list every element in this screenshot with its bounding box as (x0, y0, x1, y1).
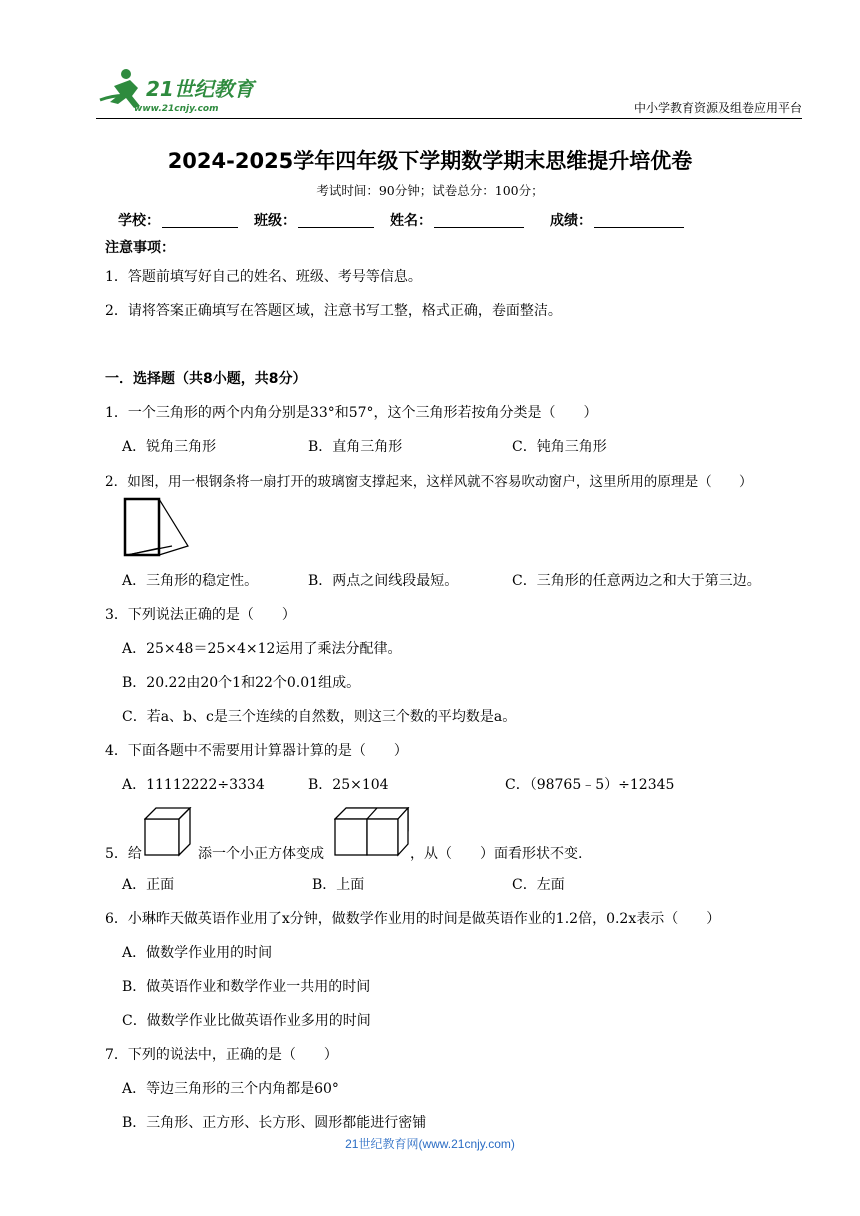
question-stem: 3．下列说法正确的是（ ） (105, 607, 296, 623)
notice-title: 注意事项： (105, 240, 175, 256)
option[interactable]: B．25×104 (308, 777, 389, 793)
option[interactable]: C．（98765﹣5）÷12345 (505, 777, 675, 793)
option[interactable]: B．直角三角形 (308, 439, 403, 455)
option[interactable]: B．做英语作业和数学作业一共用的时间 (122, 979, 371, 995)
school-blank[interactable] (162, 213, 238, 228)
option[interactable]: A．正面 (122, 877, 175, 893)
option[interactable]: B．三角形、正方形、长方形、圆形都能进行密铺 (122, 1115, 427, 1131)
notice-item: 1．答题前填写好自己的姓名、班级、考号等信息。 (105, 269, 422, 285)
notice-item: 2．请将答案正确填写在答题区域，注意书写工整，格式正确，卷面整洁。 (105, 303, 562, 319)
option[interactable]: C．钝角三角形 (512, 439, 607, 455)
option[interactable]: C．左面 (512, 877, 565, 893)
option[interactable]: B．两点之间线段最短。 (308, 573, 459, 589)
question-stem: 7．下列的说法中，正确的是（ ） (105, 1047, 338, 1063)
logo-text: 21世纪教育 (146, 77, 254, 101)
question-stem: 1．一个三角形的两个内角分别是33°和57°，这个三角形若按角分类是（ ） (105, 405, 598, 421)
option[interactable]: A．做数学作业用的时间 (122, 945, 273, 961)
option[interactable]: A．25×48＝25×4×12运用了乘法分配律。 (122, 641, 402, 657)
class-blank[interactable] (298, 213, 374, 228)
option[interactable]: A．等边三角形的三个内角都是60° (122, 1081, 339, 1097)
footer-link[interactable]: 21世纪教育网(www.21cnjy.com) (345, 1137, 515, 1151)
option[interactable]: A．锐角三角形 (122, 439, 217, 455)
score-blank[interactable] (594, 213, 684, 228)
single-cube-figure (144, 807, 192, 857)
window-figure (122, 496, 192, 558)
question-stem: 4．下面各题中不需要用计算器计算的是（ ） (105, 743, 408, 759)
school-field[interactable] (118, 210, 238, 230)
option[interactable]: B．20.22由20个1和22个0.01组成。 (122, 675, 361, 691)
section-heading: 一．选择题（共8小题，共8分） (105, 371, 307, 387)
logo-url: www.21cnjy.com (134, 104, 219, 114)
option[interactable]: B．上面 (312, 877, 365, 893)
platform-text: 中小学教育资源及组卷应用平台 (633, 101, 802, 115)
header-divider (96, 118, 802, 119)
option[interactable]: C．做数学作业比做英语作业多用的时间 (122, 1013, 371, 1029)
class-label: 班级： (254, 213, 296, 229)
school-label: 学校： (118, 213, 160, 229)
exam-meta: 考试时间：90分钟；试卷总分：100分； (316, 183, 544, 198)
question-stem: 6．小琳昨天做英语作业用了x分钟，做数学作业用的时间是做英语作业的1.2倍，0.2x表示（ ） (105, 911, 721, 927)
question-stem-part: 添一个小正方体变成 (198, 846, 324, 862)
option[interactable]: C．若a、b、c是三个连续的自然数，则这三个数的平均数是a。 (122, 709, 517, 725)
page-title: 2024-2025学年四年级下学期数学期末思维提升培优卷 (167, 149, 693, 173)
score-label: 成绩： (550, 213, 592, 229)
question-stem-part: ，从（ ）面看形状不变. (410, 846, 583, 862)
question-stem-part: 5．给 (105, 846, 142, 862)
option[interactable]: A．11112222÷3334 (122, 777, 265, 793)
logo (96, 66, 266, 116)
two-cube-figure (334, 807, 410, 857)
question-stem: 2．如图，用一根钢条将一扇打开的玻璃窗支撑起来，这样风就不容易吹动窗户，这里所用的原理是（ ） (105, 474, 753, 490)
name-blank[interactable] (434, 213, 524, 228)
name-label: 姓名： (390, 213, 432, 229)
option[interactable]: C．三角形的任意两边之和大于第三边。 (512, 573, 761, 589)
runner-logo-icon (96, 66, 266, 116)
score-field[interactable] (550, 210, 684, 230)
class-field[interactable] (254, 210, 374, 230)
option[interactable]: A．三角形的稳定性。 (122, 573, 259, 589)
name-field[interactable] (390, 210, 524, 230)
